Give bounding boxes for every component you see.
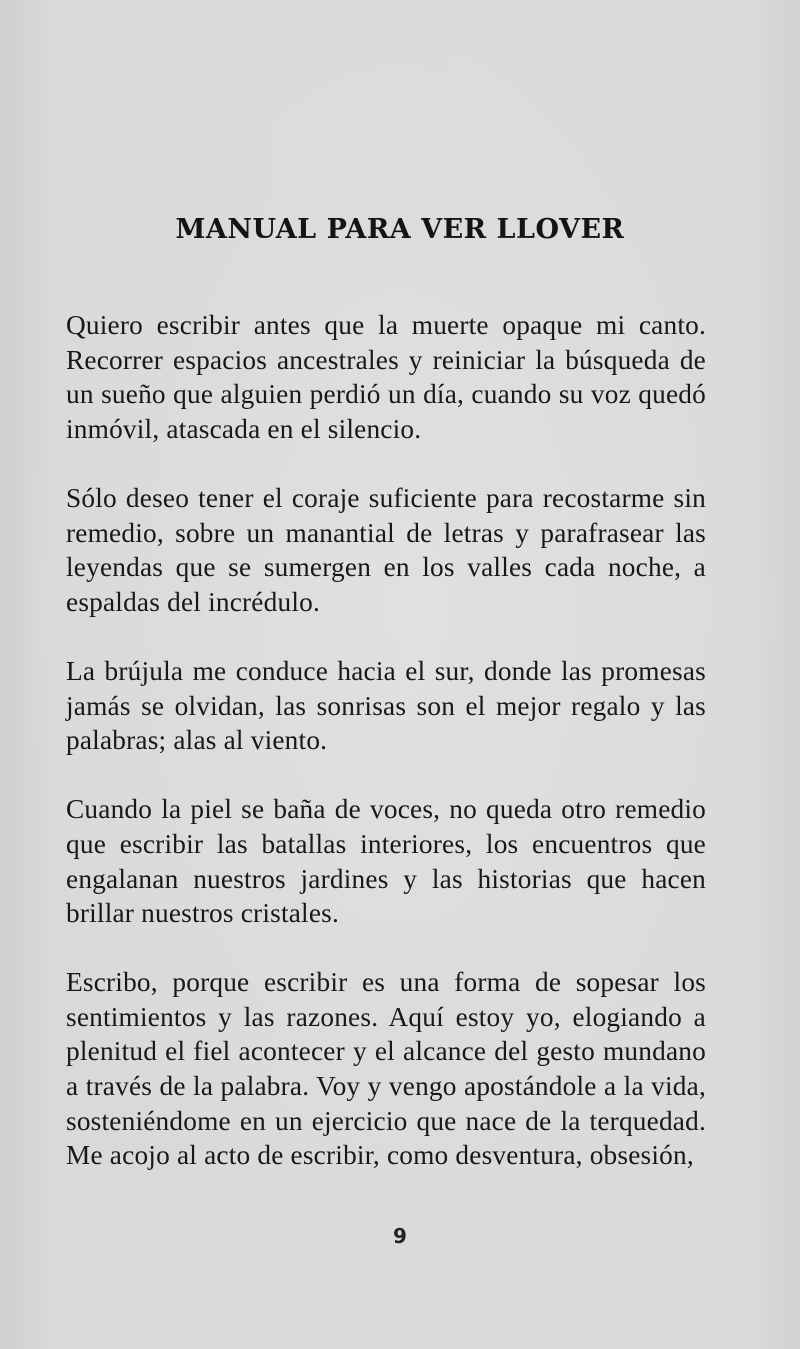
paragraph-2: Sólo deseo tener el coraje suficiente para recostarme sin remedio, sobre un manantial de letras y parafrasear las leyendas que se sumergen en los valles cada noche, a espaldas del incrédulo. — [66, 482, 706, 617]
paragraph-3: La brújula me conduce hacia el sur, donde las promesas jamás se olvidan, las sonrisas son el mejor regalo y las palabras; alas al viento. — [66, 655, 706, 756]
paragraph-5: Escribo, porque escribir es una forma de sopesar los sentimientos y las razones. Aquí estoy yo, elogiando a plenitud el fiel acontecer y el alcance del gesto mundano a través de la palabra. Voy y vengo apostándole a la vida, sosteniéndome en un ejercicio que nace de la terquedad. Me acojo al acto de escribir, como desventura, obsesión, — [66, 967, 706, 1171]
paragraph-4: Cuando la piel se baña de voces, no queda otro remedio que escribir las batallas interiores, los encuentros que engalanan nuestros jardines y las historias que hacen brillar nuestros cristales. — [66, 794, 706, 929]
page-number: 9 — [393, 1224, 407, 1248]
page-body — [66, 308, 706, 1173]
paragraph-1: Quiero escribir antes que la muerte opaque mi canto. Recorrer espacios ancestrales y reiniciar la búsqueda de un sueño que alguien perdió un día, cuando su voz quedó inmóvil, atascada en el silencio. — [66, 310, 706, 444]
chapter-title: MANUAL PARA VER LLOVER — [175, 214, 625, 245]
